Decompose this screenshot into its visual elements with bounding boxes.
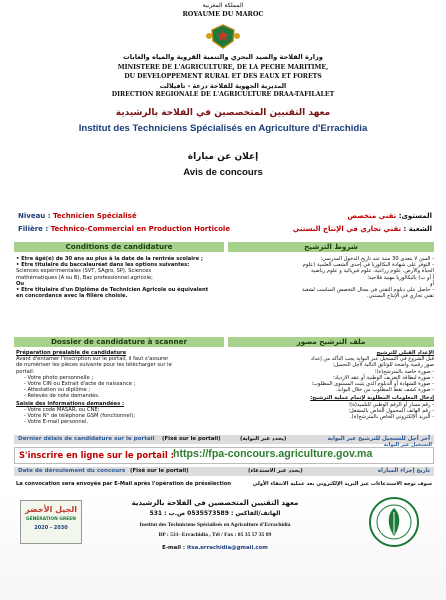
ar-prep-title: الإعداد القبلي للترشيح [376,350,434,356]
condition-ar-bac-2: الحياة والأرض، علوم زراعية، علوم فيزيائية و علوم رياضية [311,268,434,275]
dossier-title-fr: Dossier de candidature à scanner [14,337,224,347]
register-ar: التسجيل عبر البوابة [383,442,432,448]
title-ar: إعلان عن مباراة [187,152,259,162]
niveau-label: Niveau : [18,212,51,220]
ministry-fr-2: DU DEVELOPPEMENT RURAL ET DES EAUX ET FORETS [124,73,322,80]
ar-prep-text-2: صور رقمية واضحة للوثائق التالية لأجل التحميل: [332,362,434,369]
filiere-label-ar: الشعبة : [403,225,432,233]
kingdom-ar: المملكة المغربية [202,2,244,9]
ar-info-phone: - رقم الهاتف المحمول الخاص بالمشغل؛ [348,407,434,414]
doc-cin: - Votre CIN ou Extrait d'acte de naissance ; [24,381,136,388]
footer-address: BP : 531- Errachidia , Tél / Fax : 05 35 57 35 89 [158,532,272,538]
footer-phone: الهاتف/الفاكس : 0535573589 ص.ب : 531 [149,510,281,517]
ar-info-title: إدخال المعلومات المطلوبة لإتمام عملية الترشيح: [310,395,434,402]
doc-diploma: - Attestation ou diplôme ; [24,387,91,394]
notice-fr: La convocation sera envoyée par E-Mail après l'opération de présélection [16,481,231,487]
niveau-fr [18,212,137,220]
condition-diploma: • Etre titulaire d'un Diplôme de Technicien Agricole ou équivalent [16,287,209,294]
prep-text-3: portail: [16,368,35,375]
dossier-title-ar: ملف الترشيح مصور [228,337,434,347]
dossier-ar [230,350,434,420]
filiere-ar [293,225,432,233]
condition-ar-bac-3: أ أو ب) بالبكالوريا مهنية فلاحية؛ [367,274,434,281]
info-email: - Votre E-mail personnel. [24,419,88,426]
region-fr: DIRECTION REGIONALE DE L'AGRICULTURE DRAA-TAFILALET [111,91,335,98]
notice-ar: سوف توجه الاستدعاءات عبر البريد الإلكتروني بعد عملية الانتقاء الأولي [252,481,432,487]
coat-of-arms-emblem [205,22,241,50]
doc-notes: - Relevés de note demandés. [24,393,100,400]
condition-age: • Etre âgé(e) de 30 ans au plus à la date de la rentrée scolaire ; [16,256,203,262]
ar-doc-notes: - صورة كشف نقط المطلوب من خلال البوابة. [335,387,434,394]
institute-fr: Institut des Techniciens Spécialisés en Agriculture d'Errachidia [78,123,368,134]
kingdom-fr: ROYAUME DU MAROC [182,10,264,18]
niveau-value-ar: تقني متخصص [347,212,397,220]
institute-logo [368,496,420,548]
badge-sub: GÉNÉRATION GREEN [26,517,76,522]
prep-text-2: de numériser les pièces suivante pour les télécharger sur le [16,362,172,369]
ar-doc-photo: - صورة خاصة بالمترشح(ة)؛ [374,368,434,375]
condition-ar-age: - السن لا يتعدى 30 سنة عند تاريخ الدخول المدرسي؛ [320,256,434,262]
conditions-title-fr: Conditions de candidature [14,242,224,252]
condition-bac-options: Sciences expérimentales (SVT, SAgro, SP), Sciences [16,268,152,275]
prep-text-1: Avant d'entamer l'inscription sur le portail, il faut s'assurer [16,356,169,363]
filiere-label: Filière : [18,225,49,233]
filiere-value-ar: تقني تجاري في الإنتاج البستني [292,225,402,233]
niveau-label-ar: المستوى: [398,212,432,220]
region-ar: المديرية الجهوية للفلاحة درعة - تافيلالت [159,82,287,90]
badge-years: 2020 - 2030 [34,525,68,531]
badge-title: الجيل الأخضر [24,505,78,514]
exam-date-ar-note: (يحدد عبر الاستدعاء) [248,468,303,474]
info-masar: - Votre code MASAR, ou CNE; [24,406,100,413]
condition-ar-or: أو [430,280,434,287]
exam-date-bar [14,467,434,476]
doc-photo: - Votre photo personnelle ; [24,374,94,381]
footer-inst-fr: Institut des Techniciens Spécialisés en Agriculture d'Errachidia [139,522,291,528]
institute-ar: معهد التقنيين المتخصصين في الفلاحة بالرشيدية [115,108,331,118]
exam-date-ar: تاريخ إجراء المباراة [377,468,430,474]
condition-ar-bac: - التوفر على شهادة البكالوريا في إحدى الشعب العلمية (علوم [302,262,434,269]
ar-info-email: - البريد الإلكتروني الخاص بالمترشح(ة). [350,414,434,421]
portal-url-link[interactable]: https://fpa-concours.agriculture.gov.ma [173,448,373,460]
exam-date-fr-note: (Fixé sur le portail) [130,468,189,474]
condition-bac-options-2: mathématiques (A ou B), Bac professionnel agricole; [16,274,153,281]
conditions-title-ar: شروط الترشيح [228,242,434,252]
condition-ar-diploma: - حاصل على دبلوم التقني في مجال التخصص المناسب لشعبة [301,287,434,294]
niveau-ar [348,212,432,220]
ar-info-masar: - رقم مسار أو الرقم الوطني للتلميذ(ة)؛ [348,401,434,408]
ar-prep-text-1: قبل الشروع في التسجيل عبر البوابة يجب التأكد من إعداد [310,356,434,363]
dossier-fr [16,350,224,425]
ar-doc-diploma: - صورة للشهادة أو الدبلوم الذي يثبت المستوى المطلوب؛ [311,381,434,388]
niveau-value: Technicien Spécialisé [52,212,137,220]
deadline-bar [14,435,434,444]
ministry-fr-1: MINISTERE DE L'AGRICULTURE, DE LA PECHE MARITIME, [117,64,329,71]
filiere-value: Technico-Commercial en Production Horticole [50,225,231,233]
deadline-ar: آخر أجل للتسجيل للترشيح عبر البوابة [327,436,430,442]
deadline-fr-note: (Fixé sur le portail) [162,436,221,442]
condition-ar-diploma-2: تقني تجاري في الإنتاج البستني. [367,293,434,300]
register-fr: S'inscrire en ligne sur le portail : [19,450,174,460]
register-bar [14,447,434,464]
condition-or: Ou [16,280,25,287]
condition-diploma-2: en concordance avec la filière choisie. [16,293,128,300]
title-fr: Avis de concours [183,167,263,178]
footer-inst-ar: معهد التقنيين المتخصصين في الفلاحة بالرشيدية [131,499,299,507]
info-phone: - Votre N° de téléphone GSM (fonctionnel); [24,413,135,420]
deadline-fr: Dernier délais de candidature sur le portail [18,436,155,442]
footer-email-line [90,545,340,551]
deadline-ar-note: (يحدد عبر البوابة) [240,436,287,442]
footer-email-link[interactable]: itsa.errachidia@gmail.com [186,545,268,551]
filiere-fr [18,225,230,233]
ministry-ar: وزارة الفلاحة والصيد البحري والتنمية القروية والمياه والغابات [123,53,323,61]
conditions-fr [16,256,224,299]
prep-title: Préparation préalable de candidature [16,350,127,356]
generation-green-badge [20,500,82,544]
condition-bac: • Etre titulaire du baccalauréat dans les options suivantes: [16,262,190,269]
exam-date-fr: Date de déroulement du concours [18,468,126,474]
info-title: Saisie des informations demandées : [16,400,125,407]
footer-email-label: E-mail : [162,545,186,551]
ar-doc-cin: - صورة لبطاقة التعريف الوطنية أو عقد الازدياد؛ [332,374,434,381]
conditions-ar [230,256,434,299]
